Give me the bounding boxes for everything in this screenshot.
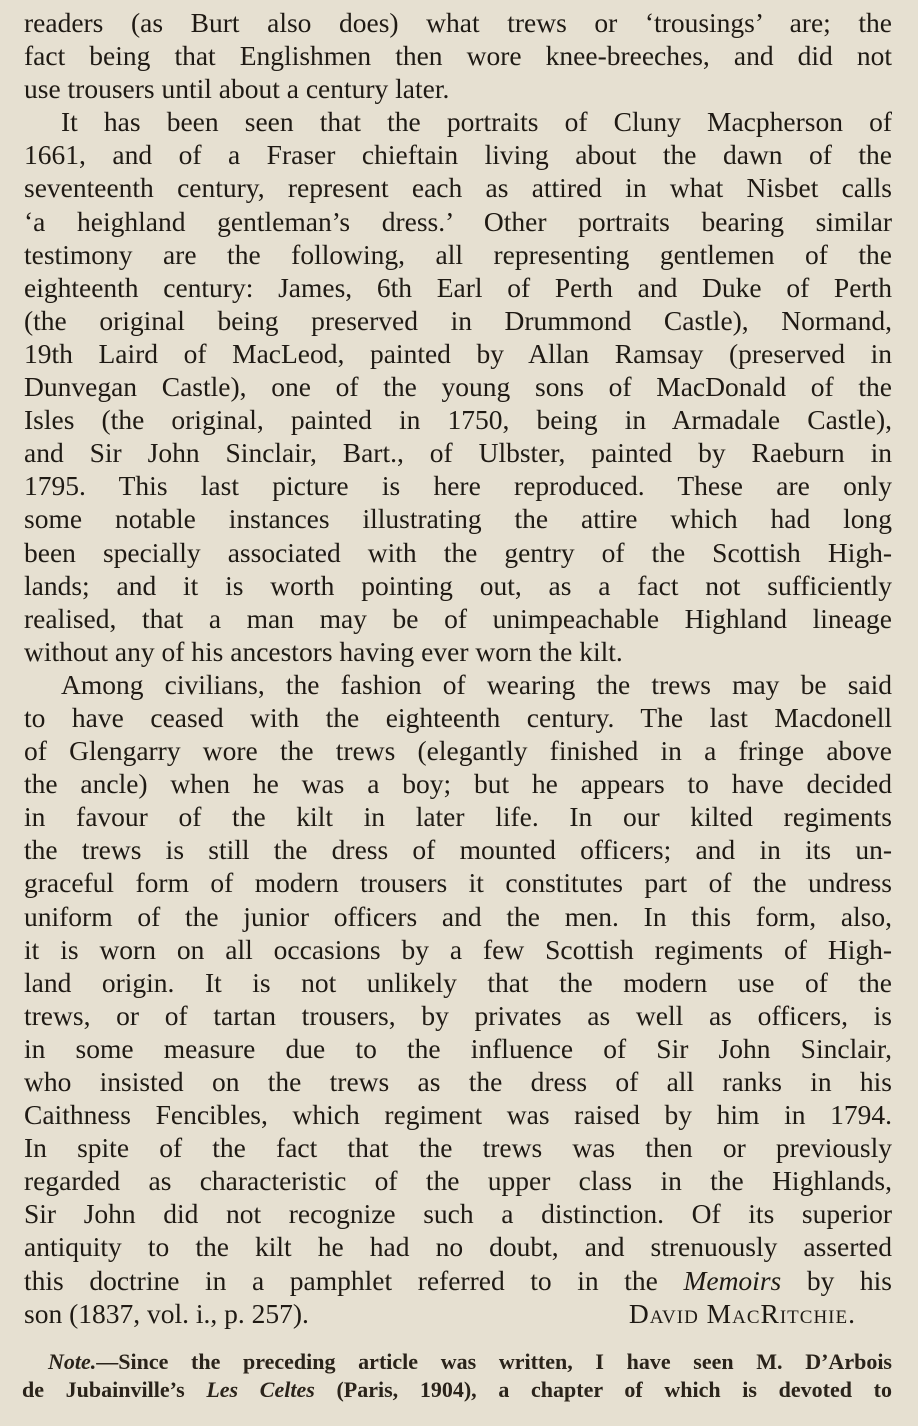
text-line: fact being that Englishmen then wore knee-breeches, and did not [24, 40, 892, 72]
text-line: Sir John did not recognize such a distinction. Of its superior [24, 1198, 892, 1230]
text-line [24, 1297, 892, 1330]
text-span: (Paris, 1904), a chapter of which is devoted to [314, 1377, 892, 1402]
text-line: the trews is still the dress of mounted officers; and in its un- [24, 834, 892, 866]
article-body [24, 6, 892, 1330]
text-line: realised, that a man may be of unimpeachable Highland lineage [24, 602, 892, 634]
text-line: 1661, and of a Fraser chieftain living about the dawn of the [24, 139, 892, 171]
memoirs-title: Memoirs [683, 1264, 782, 1296]
note-line [22, 1348, 892, 1376]
text-line: uniform of the junior officers and the men. In this form, also, [24, 900, 892, 932]
text-line: (the original being preserved in Drummond Castle), Normand, [24, 304, 892, 336]
text-line: 19th Laird of MacLeod, painted by Allan Ramsay (preserved in [24, 337, 892, 369]
text-line: Isles (the original, painted in 1750, being in Armadale Castle), [24, 404, 892, 436]
text-line: without any of his ancestors having ever worn the kilt. [24, 635, 623, 667]
text-line: to have ceased with the eighteenth century. The last Macdonell [24, 701, 892, 733]
text-line: regarded as characteristic of the upper class in the Highlands, [24, 1165, 892, 1197]
text-line: 1795. This last picture is here reproduced. These are only [24, 470, 892, 502]
text-span: this doctrine in a pamphlet referred to in the [24, 1264, 684, 1296]
text-line: and Sir John Sinclair, Bart., of Ulbster, painted by Raeburn in [24, 437, 892, 469]
text-line: of Glengarry wore the trews (elegantly finished in a fringe above [24, 735, 892, 767]
note-label: Note. [48, 1349, 97, 1374]
text-line: graceful form of modern trousers it constitutes part of the undress [24, 867, 892, 899]
book-title: Les Celtes [206, 1377, 315, 1402]
text-span: son (1837, vol. i., p. 257). [24, 1297, 309, 1329]
text-line: trews, or of tartan trousers, by privates as well as officers, is [24, 999, 892, 1031]
text-line: in some measure due to the influence of Sir John Sinclair, [24, 1032, 892, 1064]
note-line [22, 1376, 892, 1404]
text-line: been specially associated with the gentry of the Scottish High- [24, 536, 892, 568]
footnote [22, 1348, 892, 1404]
text-line: antiquity to the kilt he had no doubt, and strenuously asserted [24, 1231, 892, 1263]
text-line: lands; and it is worth pointing out, as a fact not sufficiently [24, 569, 892, 601]
text-line: who insisted on the trews as the dress of all ranks in his [24, 1066, 892, 1097]
text-span: de Jubainville’s [22, 1377, 207, 1402]
text-line: in favour of the kilt in later life. In our kilted regiments [24, 801, 892, 833]
text-span: —Since the preceding article was written, I have seen M. D’Arbois [96, 1349, 892, 1374]
text-line: the ancle) when he was a boy; but he appears to have decided [24, 768, 892, 800]
text-span: by his [781, 1264, 892, 1296]
text-line: land origin. It is not unlikely that the modern use of the [24, 966, 892, 998]
text-line: it is worn on all occasions by a few Scottish regiments of High- [24, 933, 892, 965]
text-line: testimony are the following, all representing gentlemen of the [24, 238, 892, 270]
text-line [24, 1264, 892, 1297]
text-line: Among civilians, the fashion of wearing the trews may be said [61, 668, 892, 700]
text-line: Dunvegan Castle), one of the young sons of MacDonald of the [24, 371, 892, 403]
text-line: It has been seen that the portraits of Cluny Macpherson of [61, 106, 892, 138]
text-line: eighteenth century: James, 6th Earl of Perth and Duke of Perth [24, 271, 892, 303]
text-line: readers (as Burt also does) what trews or ‘trousings’ are; the [24, 7, 892, 38]
text-line: some notable instances illustrating the attire which had long [24, 503, 892, 535]
text-line: seventeenth century, represent each as attired in what Nisbet calls [24, 172, 892, 204]
text-line: In spite of the fact that the trews was then or previously [24, 1132, 892, 1164]
text-line: ‘a heighland gentleman’s dress.’ Other portraits bearing similar [24, 205, 892, 237]
text-line: Caithness Fencibles, which regiment was raised by him in 1794. [24, 1099, 892, 1131]
author-signature: David MacRitchie. [628, 1297, 856, 1329]
text-line: use trousers until about a century later. [24, 73, 450, 105]
